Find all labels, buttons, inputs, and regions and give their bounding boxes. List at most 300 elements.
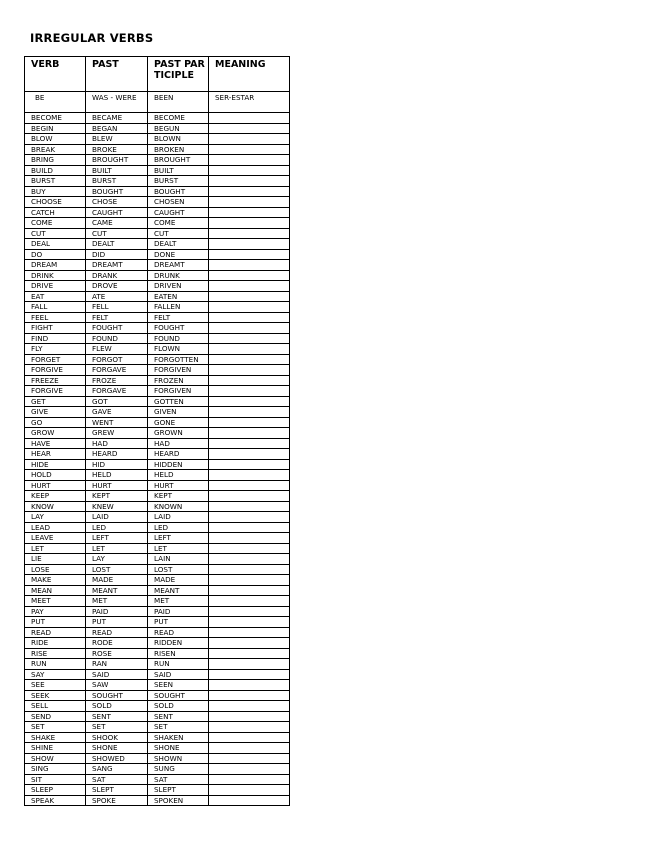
cell-past-participle: LET <box>148 543 209 554</box>
cell-verb: GO <box>25 417 86 428</box>
cell-verb: GET <box>25 396 86 407</box>
table-row <box>25 785 290 796</box>
table-row <box>25 575 290 586</box>
cell-meaning <box>209 512 290 523</box>
cell-meaning <box>209 428 290 439</box>
cell-past: HURT <box>86 480 148 491</box>
cell-past-participle: DEALT <box>148 239 209 250</box>
cell-past-participle: PUT <box>148 617 209 628</box>
cell-verb: FORGET <box>25 354 86 365</box>
cell-meaning <box>209 533 290 544</box>
cell-verb: BUILD <box>25 165 86 176</box>
cell-verb: SIT <box>25 774 86 785</box>
cell-past-participle: BEGUN <box>148 123 209 134</box>
table-row <box>25 585 290 596</box>
cell-past: SOLD <box>86 701 148 712</box>
cell-past: GREW <box>86 428 148 439</box>
cell-past: SOUGHT <box>86 690 148 701</box>
cell-past: FELL <box>86 302 148 313</box>
cell-meaning <box>209 239 290 250</box>
cell-past: ATE <box>86 291 148 302</box>
table-row <box>25 753 290 764</box>
cell-past-participle: SEEN <box>148 680 209 691</box>
cell-past: DREAMT <box>86 260 148 271</box>
table-row <box>25 543 290 554</box>
table-row <box>25 333 290 344</box>
cell-past: DID <box>86 249 148 260</box>
cell-meaning <box>209 669 290 680</box>
cell-meaning <box>209 711 290 722</box>
cell-past: SHOOK <box>86 732 148 743</box>
cell-past-participle: BEEN <box>148 92 209 113</box>
cell-past-participle: GROWN <box>148 428 209 439</box>
cell-verb: GROW <box>25 428 86 439</box>
cell-verb: SEND <box>25 711 86 722</box>
table-row <box>25 638 290 649</box>
cell-past: CAUGHT <box>86 207 148 218</box>
cell-past-participle: FALLEN <box>148 302 209 313</box>
table-row <box>25 186 290 197</box>
cell-past: READ <box>86 627 148 638</box>
cell-meaning <box>209 638 290 649</box>
cell-past-participle: BOUGHT <box>148 186 209 197</box>
cell-past-participle: SOLD <box>148 701 209 712</box>
table-row <box>25 701 290 712</box>
cell-past: FOUGHT <box>86 323 148 334</box>
cell-past-participle: FOUGHT <box>148 323 209 334</box>
cell-verb: SLEEP <box>25 785 86 796</box>
cell-meaning <box>209 312 290 323</box>
table-row <box>25 155 290 166</box>
cell-verb: DRINK <box>25 270 86 281</box>
cell-meaning <box>209 407 290 418</box>
cell-past: KNEW <box>86 501 148 512</box>
cell-verb: LIE <box>25 554 86 565</box>
table-row <box>25 407 290 418</box>
cell-past-participle: SAID <box>148 669 209 680</box>
cell-verb: BEGIN <box>25 123 86 134</box>
cell-verb: SAY <box>25 669 86 680</box>
cell-meaning <box>209 522 290 533</box>
cell-verb: FIGHT <box>25 323 86 334</box>
cell-verb: MAKE <box>25 575 86 586</box>
cell-verb: LEAD <box>25 522 86 533</box>
table-row <box>25 144 290 155</box>
cell-past-participle: MADE <box>148 575 209 586</box>
cell-past: BUILT <box>86 165 148 176</box>
cell-past-participle: DREAMT <box>148 260 209 271</box>
cell-verb: RUN <box>25 659 86 670</box>
cell-meaning <box>209 606 290 617</box>
cell-past: FORGOT <box>86 354 148 365</box>
table-row <box>25 176 290 187</box>
cell-past-participle: KNOWN <box>148 501 209 512</box>
cell-past-participle: HURT <box>148 480 209 491</box>
cell-verb: SELL <box>25 701 86 712</box>
cell-verb: HURT <box>25 480 86 491</box>
table-row <box>25 596 290 607</box>
cell-meaning <box>209 155 290 166</box>
cell-verb: HIDE <box>25 459 86 470</box>
cell-verb: BUY <box>25 186 86 197</box>
cell-verb: LEAVE <box>25 533 86 544</box>
table-row <box>25 480 290 491</box>
cell-past-participle: RISEN <box>148 648 209 659</box>
cell-verb: SHAKE <box>25 732 86 743</box>
cell-past: RODE <box>86 638 148 649</box>
cell-past-participle: HAD <box>148 438 209 449</box>
cell-past: GOT <box>86 396 148 407</box>
cell-verb: SEE <box>25 680 86 691</box>
cell-past-participle: BROUGHT <box>148 155 209 166</box>
cell-verb: GIVE <box>25 407 86 418</box>
cell-past-participle: LED <box>148 522 209 533</box>
cell-past-participle: CAUGHT <box>148 207 209 218</box>
cell-verb: SPEAK <box>25 795 86 806</box>
table-row <box>25 459 290 470</box>
cell-meaning <box>209 176 290 187</box>
cell-past: MEANT <box>86 585 148 596</box>
cell-verb: BECOME <box>25 113 86 124</box>
cell-past: BEGAN <box>86 123 148 134</box>
cell-verb: KEEP <box>25 491 86 502</box>
cell-past-participle: BURST <box>148 176 209 187</box>
cell-past: SHOWED <box>86 753 148 764</box>
cell-past-participle: KEPT <box>148 491 209 502</box>
cell-meaning <box>209 785 290 796</box>
cell-past: LAY <box>86 554 148 565</box>
cell-past-participle: FELT <box>148 312 209 323</box>
cell-verb: CATCH <box>25 207 86 218</box>
cell-meaning <box>209 575 290 586</box>
cell-past: LOST <box>86 564 148 575</box>
cell-past: KEPT <box>86 491 148 502</box>
cell-verb: DRIVE <box>25 281 86 292</box>
cell-past: PUT <box>86 617 148 628</box>
cell-past-participle: HIDDEN <box>148 459 209 470</box>
table-row <box>25 312 290 323</box>
cell-past: SET <box>86 722 148 733</box>
cell-meaning <box>209 438 290 449</box>
table-row <box>25 291 290 302</box>
cell-meaning <box>209 165 290 176</box>
table-row <box>25 302 290 313</box>
cell-verb: MEET <box>25 596 86 607</box>
cell-past-participle: COME <box>148 218 209 229</box>
cell-past: SAID <box>86 669 148 680</box>
cell-past-participle: FLOWN <box>148 344 209 355</box>
cell-past-participle: BECOME <box>148 113 209 124</box>
cell-meaning <box>209 302 290 313</box>
cell-past-participle: SHAKEN <box>148 732 209 743</box>
cell-verb: SHOW <box>25 753 86 764</box>
cell-past: DRANK <box>86 270 148 281</box>
cell-past-participle: GONE <box>148 417 209 428</box>
cell-meaning <box>209 659 290 670</box>
cell-past: SLEPT <box>86 785 148 796</box>
table-row <box>25 533 290 544</box>
table-header-row <box>25 57 290 92</box>
table-row <box>25 165 290 176</box>
table-row <box>25 344 290 355</box>
cell-past: FORGAVE <box>86 386 148 397</box>
cell-meaning <box>209 627 290 638</box>
cell-past: HEARD <box>86 449 148 460</box>
header-past: PAST <box>86 57 148 92</box>
cell-past: RAN <box>86 659 148 670</box>
cell-meaning <box>209 795 290 806</box>
table-row <box>25 470 290 481</box>
cell-past: HID <box>86 459 148 470</box>
cell-past-participle: MET <box>148 596 209 607</box>
cell-past: BROKE <box>86 144 148 155</box>
cell-meaning <box>209 270 290 281</box>
cell-past-participle: DRUNK <box>148 270 209 281</box>
table-row <box>25 501 290 512</box>
cell-meaning <box>209 113 290 124</box>
cell-verb: HAVE <box>25 438 86 449</box>
cell-verb: LET <box>25 543 86 554</box>
cell-past-participle: READ <box>148 627 209 638</box>
cell-meaning <box>209 144 290 155</box>
header-meaning: MEANING <box>209 57 290 92</box>
cell-meaning <box>209 123 290 134</box>
cell-verb: FALL <box>25 302 86 313</box>
cell-meaning <box>209 585 290 596</box>
cell-past: PAID <box>86 606 148 617</box>
cell-past: BURST <box>86 176 148 187</box>
cell-past-participle: LAIN <box>148 554 209 565</box>
header-verb: VERB <box>25 57 86 92</box>
cell-verb: FORGIVE <box>25 365 86 376</box>
cell-meaning <box>209 218 290 229</box>
cell-meaning <box>209 648 290 659</box>
cell-past: LET <box>86 543 148 554</box>
cell-verb: FORGIVE <box>25 386 86 397</box>
cell-meaning <box>209 417 290 428</box>
table-body <box>25 92 290 806</box>
cell-meaning <box>209 617 290 628</box>
table-row <box>25 386 290 397</box>
cell-past: FELT <box>86 312 148 323</box>
cell-meaning <box>209 743 290 754</box>
cell-verb: RIDE <box>25 638 86 649</box>
table-row <box>25 617 290 628</box>
cell-verb: DO <box>25 249 86 260</box>
table-row <box>25 365 290 376</box>
cell-meaning <box>209 291 290 302</box>
cell-past: CUT <box>86 228 148 239</box>
table-row <box>25 228 290 239</box>
table-row <box>25 774 290 785</box>
cell-past-participle: SUNG <box>148 764 209 775</box>
cell-meaning <box>209 554 290 565</box>
cell-meaning <box>209 323 290 334</box>
cell-past-participle: FOUND <box>148 333 209 344</box>
cell-past: LEFT <box>86 533 148 544</box>
table-row <box>25 512 290 523</box>
cell-past: SAW <box>86 680 148 691</box>
cell-meaning <box>209 386 290 397</box>
table-row <box>25 743 290 754</box>
cell-verb: DEAL <box>25 239 86 250</box>
table-row <box>25 554 290 565</box>
cell-past: LED <box>86 522 148 533</box>
cell-meaning <box>209 228 290 239</box>
cell-meaning <box>209 480 290 491</box>
cell-past: FORGAVE <box>86 365 148 376</box>
cell-meaning <box>209 396 290 407</box>
cell-meaning <box>209 449 290 460</box>
cell-past-participle: FORGIVEN <box>148 386 209 397</box>
cell-past-participle: MEANT <box>148 585 209 596</box>
cell-verb: DREAM <box>25 260 86 271</box>
cell-past-participle: DRIVEN <box>148 281 209 292</box>
table-row <box>25 417 290 428</box>
table-row <box>25 522 290 533</box>
cell-past-participle: FORGOTTEN <box>148 354 209 365</box>
table-row <box>25 113 290 124</box>
cell-meaning <box>209 690 290 701</box>
cell-verb: COME <box>25 218 86 229</box>
cell-verb: SEEK <box>25 690 86 701</box>
cell-past-participle: SAT <box>148 774 209 785</box>
cell-meaning <box>209 459 290 470</box>
cell-past-participle: EATEN <box>148 291 209 302</box>
table-row <box>25 354 290 365</box>
cell-past: SANG <box>86 764 148 775</box>
table-row <box>25 134 290 145</box>
cell-verb: SHINE <box>25 743 86 754</box>
cell-meaning <box>209 354 290 365</box>
cell-past: MADE <box>86 575 148 586</box>
table-row <box>25 260 290 271</box>
cell-past-participle: SHONE <box>148 743 209 754</box>
cell-meaning <box>209 680 290 691</box>
table-row <box>25 491 290 502</box>
cell-verb: BRING <box>25 155 86 166</box>
cell-verb: CUT <box>25 228 86 239</box>
cell-past-participle: SLEPT <box>148 785 209 796</box>
cell-verb: SING <box>25 764 86 775</box>
table-row <box>25 375 290 386</box>
cell-past: DROVE <box>86 281 148 292</box>
cell-meaning <box>209 491 290 502</box>
cell-verb: LAY <box>25 512 86 523</box>
table-row <box>25 438 290 449</box>
cell-meaning <box>209 260 290 271</box>
cell-meaning <box>209 333 290 344</box>
cell-meaning <box>209 501 290 512</box>
cell-verb: SET <box>25 722 86 733</box>
cell-meaning <box>209 564 290 575</box>
table-row <box>25 197 290 208</box>
cell-past: BROUGHT <box>86 155 148 166</box>
cell-past-participle: HELD <box>148 470 209 481</box>
cell-past-participle: SHOWN <box>148 753 209 764</box>
cell-meaning <box>209 732 290 743</box>
table-row <box>25 680 290 691</box>
cell-past: SPOKE <box>86 795 148 806</box>
table-row <box>25 207 290 218</box>
cell-meaning <box>209 753 290 764</box>
cell-past-participle: SPOKEN <box>148 795 209 806</box>
table-row <box>25 123 290 134</box>
cell-past-participle: LOST <box>148 564 209 575</box>
header-past-participle: PAST PARTICIPLE <box>148 57 209 92</box>
cell-meaning <box>209 596 290 607</box>
table-row <box>25 669 290 680</box>
cell-past: LAID <box>86 512 148 523</box>
table-row <box>25 711 290 722</box>
cell-past-participle: PAID <box>148 606 209 617</box>
table-row <box>25 281 290 292</box>
table-row <box>25 396 290 407</box>
cell-verb: BURST <box>25 176 86 187</box>
cell-past-participle: FORGIVEN <box>148 365 209 376</box>
cell-past-participle: RIDDEN <box>148 638 209 649</box>
table-row <box>25 690 290 701</box>
cell-past: GAVE <box>86 407 148 418</box>
irregular-verbs-table <box>24 56 290 806</box>
table-row <box>25 732 290 743</box>
cell-meaning <box>209 281 290 292</box>
table-row <box>25 648 290 659</box>
cell-verb: FEEL <box>25 312 86 323</box>
table-row <box>25 764 290 775</box>
cell-verb: EAT <box>25 291 86 302</box>
table-row <box>25 270 290 281</box>
cell-past: MET <box>86 596 148 607</box>
cell-verb: PUT <box>25 617 86 628</box>
cell-past-participle: LAID <box>148 512 209 523</box>
cell-verb: FLY <box>25 344 86 355</box>
table-row <box>25 795 290 806</box>
cell-meaning <box>209 764 290 775</box>
cell-past: FLEW <box>86 344 148 355</box>
cell-verb: FIND <box>25 333 86 344</box>
cell-verb: RISE <box>25 648 86 659</box>
cell-past-participle: BUILT <box>148 165 209 176</box>
cell-past-participle: SET <box>148 722 209 733</box>
cell-meaning <box>209 470 290 481</box>
cell-past-participle: GIVEN <box>148 407 209 418</box>
cell-meaning <box>209 197 290 208</box>
document-title: IRREGULAR VERBS <box>30 31 154 45</box>
cell-verb: MEAN <box>25 585 86 596</box>
cell-past: SHONE <box>86 743 148 754</box>
cell-past-participle: BROKEN <box>148 144 209 155</box>
cell-past-participle: CUT <box>148 228 209 239</box>
cell-past: FOUND <box>86 333 148 344</box>
cell-past: BOUGHT <box>86 186 148 197</box>
table-row <box>25 606 290 617</box>
cell-past: SAT <box>86 774 148 785</box>
cell-meaning <box>209 701 290 712</box>
cell-past: ROSE <box>86 648 148 659</box>
table-row <box>25 627 290 638</box>
cell-verb: LOSE <box>25 564 86 575</box>
cell-past: CAME <box>86 218 148 229</box>
cell-verb: PAY <box>25 606 86 617</box>
cell-meaning <box>209 344 290 355</box>
cell-past: WENT <box>86 417 148 428</box>
cell-past: SENT <box>86 711 148 722</box>
cell-past: DEALT <box>86 239 148 250</box>
cell-past: WAS - WERE <box>86 92 148 113</box>
cell-verb: BE <box>25 92 86 113</box>
cell-past-participle: CHOSEN <box>148 197 209 208</box>
